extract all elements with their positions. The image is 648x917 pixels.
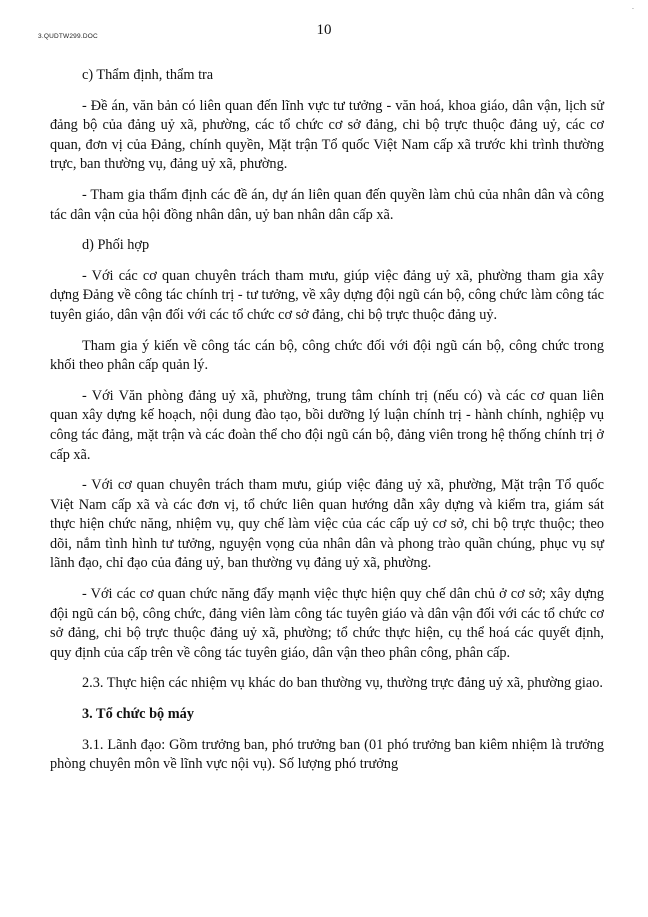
paragraph: 3.1. Lãnh đạo: Gồm trưởng ban, phó trưởng ban (01 phó trưởng ban kiêm nhiệm là trưởng phòng chuyên môn về lĩnh vực nội vụ). Số lượng phó trưởng: [50, 736, 604, 773]
page-number: 10: [316, 22, 332, 38]
paragraph: - Đề án, văn bản có liên quan đến lĩnh vực tư tưởng - văn hoá, khoa giáo, dân vận, lịch sử đảng bộ của đảng uỷ xã, phường, các tổ chức cơ sở đảng, chi bộ trực thuộc đảng uỷ, các cơ quan, đơn vị của Đảng, chính quyền, Mặt trận Tổ quốc Việt Nam cấp xã trước khi trình thường trực, ban thường vụ, đảng uỷ xã, phường.: [50, 97, 604, 173]
paragraph: Tham gia ý kiến về công tác cán bộ, công chức đối với đội ngũ cán bộ, công chức trong khối theo phân cấp quản lý.: [50, 337, 604, 374]
subheading-coordination: d) Phối hợp: [82, 237, 150, 254]
paragraph: - Với Văn phòng đảng uỷ xã, phường, trung tâm chính trị (nếu có) và các cơ quan liên quan xây dựng kế hoạch, nội dung đào tạo, bồi dưỡng lý luận chính trị - hành chính, nghiệp vụ công tác đảng, mặt trận và các đoàn thể cho đội ngũ cán bộ, đảng viên trong hệ thống chính trị ở cấp xã.: [50, 387, 604, 463]
document-body: [50, 66, 604, 786]
document-code: 3.QUDTW299.DOC: [38, 33, 98, 40]
paragraph: 2.3. Thực hiện các nhiệm vụ khác do ban thường vụ, thường trực đảng uỷ xã, phường giao.: [82, 675, 603, 692]
paragraph: - Với cơ quan chuyên trách tham mưu, giúp việc đảng uỷ xã, phường, Mặt trận Tổ quốc Việt Nam cấp xã và các đơn vị, tổ chức liên quan hướng dẫn xây dựng và kiểm tra, giám sát thực hiện chức năng, nhiệm vụ, quy chế làm việc của các cấp uỷ cơ sở, chi bộ trực thuộc; theo dõi, nắm tình hình tư tưởng, nguyện vọng của nhân dân và phong trào quần chúng, phục vụ sự lãnh đạo, chỉ đạo của đảng uỷ, ban thường vụ đảng uỷ xã, phường.: [50, 477, 604, 572]
subheading-appraisal: c) Thẩm định, thẩm tra: [82, 67, 214, 83]
paragraph: - Với các cơ quan chuyên trách tham mưu, giúp việc đảng uỷ xã, phường tham gia xây dựng Đảng về công tác chính trị - tư tưởng, về xây dựng đội ngũ cán bộ, công chức làm công tác tuyên giáo, dân vận đối với các tổ chức cơ sở đảng, chi bộ trực thuộc đảng uỷ.: [50, 267, 604, 323]
paragraph: - Với các cơ quan chức năng đẩy mạnh việc thực hiện quy chế dân chủ ở cơ sở; xây dựng đội ngũ cán bộ, công chức, đảng viên làm công tác tuyên giáo và dân vận đối với các tổ chức cơ sở đảng, chi bộ trực thuộc đảng uỷ xã, phường; tổ chức thực hiện, cụ thể hoá các quyết định, quy định của cấp trên về công tác tuyên giáo, dân vận theo phân công, phân cấp.: [50, 586, 604, 661]
section-heading-organization: 3. Tổ chức bộ máy: [82, 706, 194, 723]
paragraph: - Tham gia thẩm định các đề án, dự án liên quan đến quyền làm chủ của nhân dân và công tác dân vận của hội đồng nhân dân, uỷ ban nhân dân cấp xã.: [50, 186, 604, 223]
corner-mark: .: [632, 4, 634, 11]
